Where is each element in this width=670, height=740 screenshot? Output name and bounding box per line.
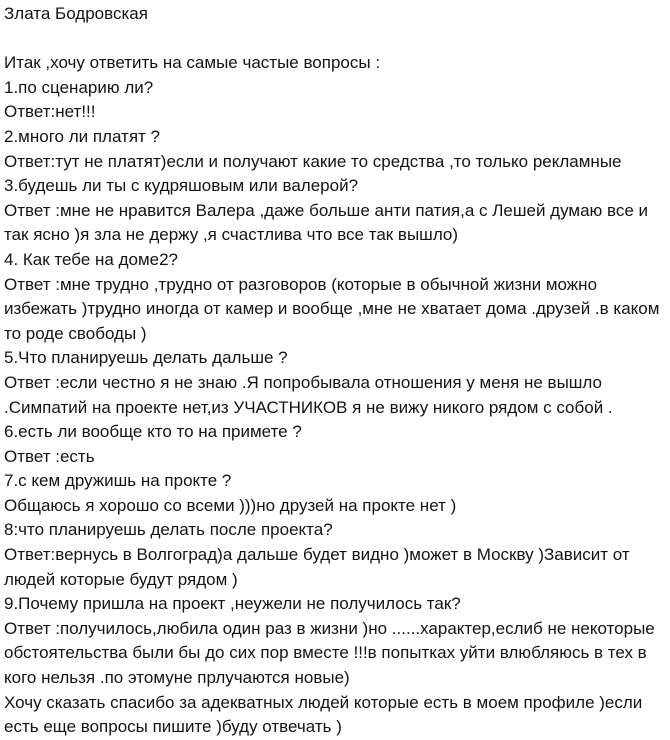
- text-line: кого нельзя .по этомуне прлучаются новые): [4, 668, 350, 688]
- text-line: Ответ :есть: [4, 446, 95, 466]
- text-line: 4. Как тебе на доме2?: [4, 249, 178, 269]
- text-line: Ответ:вернусь в Волгоград)а дальше будет видно )может в Москву )Зависит от: [4, 545, 630, 565]
- text-line: Хочу сказать спасибо за адекватных людей которые есть в моем профиле )если: [4, 692, 643, 712]
- text-line: Ответ :получилось,любила один раз в жизни )но ......характер,еслиб не некоторые: [4, 618, 655, 638]
- text-line: так ясно )я зла не держу ,я счастлива что все так вышло): [4, 225, 459, 245]
- text-line: есть еще вопросы пишите )буду отвечать ): [4, 717, 342, 737]
- blank-line: [4, 27, 666, 52]
- text-line: 5.Что планируешь делать дальше ?: [4, 348, 288, 368]
- text-line: 1.по сценарию ли?: [4, 77, 154, 97]
- text-line: обстоятельства были бы до сих пор вместе !!!в попытках уйти влюбляюсь в тех в: [4, 643, 647, 663]
- text-line: 8:что планируешь делать после проекта?: [4, 520, 333, 540]
- text-line: .Симпатий на проекте нет,из УЧАСТНИКОВ я не вижу никого рядом с собой .: [4, 397, 613, 417]
- text-line: Ответ:нет!!!: [4, 102, 96, 122]
- text-line: Итак ,хочу ответить на самые частые вопросы :: [4, 53, 381, 73]
- text-line: 9.Почему пришла на проект ,неужели не получилось так?: [4, 594, 461, 614]
- text-line: 7.с кем дружишь на прокте ?: [4, 471, 232, 491]
- text-line: 3.будешь ли ты с кудряшовым или валерой?: [4, 176, 359, 196]
- text-line: людей которые будут рядом ): [4, 569, 238, 589]
- text-line: то роде свободы ): [4, 323, 147, 343]
- author-name: Злата Бодровская: [4, 4, 148, 23]
- text-line: Общаюсь я хорошо со всеми )))но друзей на прокте нет ): [4, 495, 457, 515]
- text-line: Ответ:тут не платят)если и получают какие то средства ,то только рекламные: [4, 151, 622, 171]
- text-line: 6.есть ли вообще кто то на примете ?: [4, 422, 302, 442]
- text-line: 2.много ли платят ?: [4, 126, 161, 146]
- text-line: Ответ :мне трудно ,трудно от разговоров (которые в обычной жизни можно: [4, 274, 598, 294]
- text-line: избежать )трудно иногда от камер и вообще ,мне не хватает дома .друзей .в каком: [4, 299, 660, 319]
- text-line: Ответ :если честно я не знаю .Я попробывала отношения у меня не вышло: [4, 372, 602, 392]
- text-line: Ответ :мне не нравится Валера ,даже больше анти патия,а с Лешей думаю все и: [4, 200, 649, 220]
